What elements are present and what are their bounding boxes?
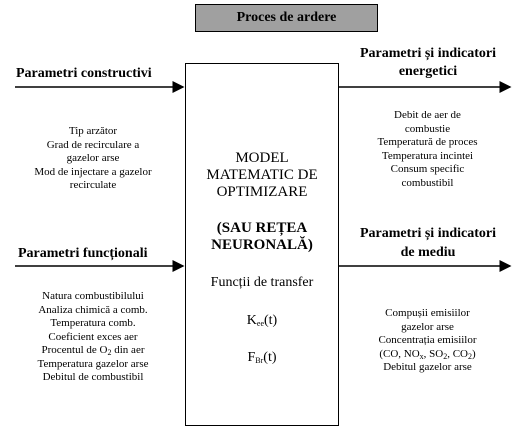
list-item: Debitul de combustibil: [42, 371, 144, 383]
model-line-4: (SAU REȚEA: [216, 220, 308, 236]
list-item: Natura combustibilului: [42, 290, 144, 302]
list-item: Mod de injectare a gazelor: [34, 165, 152, 178]
list-item: Coeficient exces aer: [48, 330, 138, 343]
transfer-function-fbr: $F_{Br}(t)$: [247, 350, 277, 365]
list-item: Consum specific: [390, 163, 465, 175]
list-item: Temperatură de proces: [377, 136, 478, 148]
model-line-5: NEURONALĂ): [211, 237, 313, 253]
list-item: Debit de aer de: [394, 109, 461, 121]
energetic-indicators-list: [345, 109, 510, 190]
list-item: gazelor arse: [401, 320, 454, 333]
environment-indicators-header: Parametri și indicatori de mediu: [359, 226, 497, 260]
model-line-1: MODEL: [235, 150, 289, 166]
constructive-params-header: Parametri constructivi: [16, 66, 152, 81]
model-line-3: OPTIMIZARE: [216, 184, 308, 200]
energetic-indicators-header: Parametri și indicatori energetici: [359, 46, 497, 79]
list-item: Temperatura gazelor arse: [37, 357, 149, 370]
process-title: Proces de ardere: [195, 4, 378, 32]
list-item: Grad de recirculare a: [46, 138, 140, 151]
functional-params-list: [8, 290, 178, 385]
transfer-functions-label: Funcții de transfer: [210, 275, 314, 290]
optimization-model-box: [185, 63, 339, 426]
functional-params-header: Parametri funcționali: [18, 246, 148, 261]
list-item: (CO, $NO_x$, $SO_2$, $CO_2$): [379, 347, 476, 361]
transfer-function-kee: $K_{ee}(t)$: [246, 313, 278, 328]
list-item: Temperatura incintei: [381, 149, 474, 162]
constructive-params-list: [8, 125, 178, 193]
list-item: gazelor arse: [66, 152, 120, 164]
list-item: Temperatura comb.: [50, 317, 136, 329]
list-item: recirculate: [69, 179, 117, 191]
list-item: Tip arzător: [68, 125, 118, 137]
list-item: Analiza chimică a comb.: [38, 303, 148, 316]
list-item: Concentrația emisiilor: [378, 334, 477, 346]
environment-indicators-list: [345, 307, 510, 375]
list-item: combustie: [404, 122, 451, 135]
list-item: Procentul de $O_2$ din aer: [41, 344, 145, 357]
list-item: Debitul gazelor arse: [383, 361, 472, 373]
list-item: combustibil: [401, 176, 454, 189]
model-line-2: MATEMATIC DE: [206, 167, 318, 183]
list-item: Compușii emisiilor: [385, 307, 470, 319]
